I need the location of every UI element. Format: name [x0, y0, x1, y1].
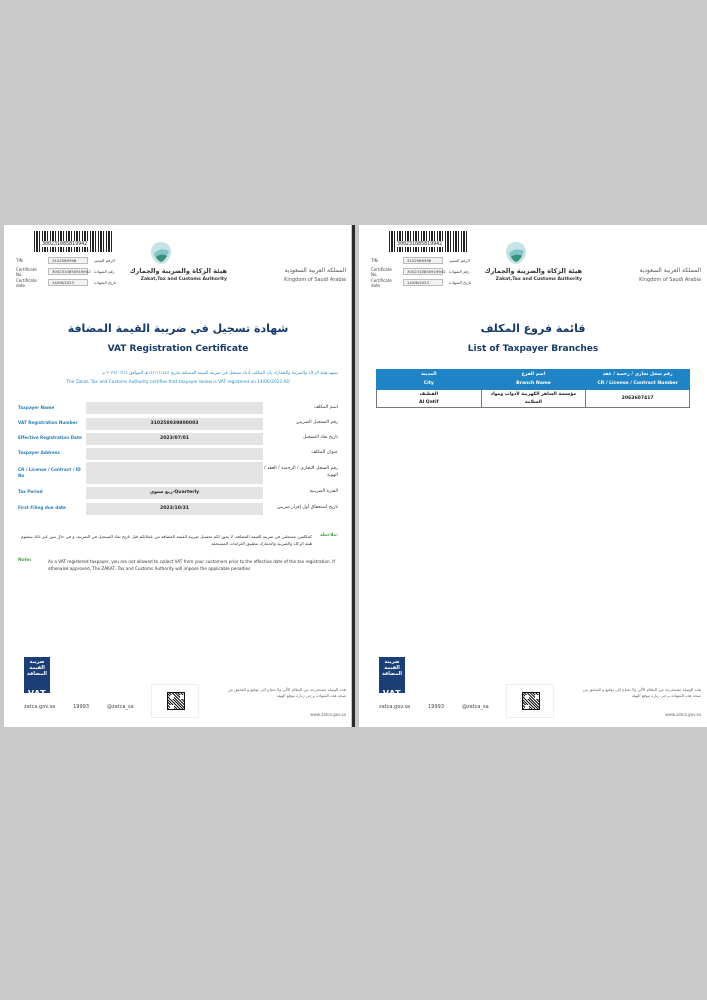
- field-value: [86, 448, 263, 460]
- branches-table: [376, 369, 690, 408]
- tin-value: 3102589398: [403, 257, 443, 264]
- field-row-tax-period: [18, 485, 338, 500]
- tin-label: TIN: [371, 258, 378, 263]
- footer-disclaimer-ar: هذه الوثيقة مستخرجة من النظام الآلي ولا تحتاج إلى توقيع و للتحقق من صحة هذه الشهادة يرجى زيارة موقع الهيئة: [582, 687, 701, 699]
- footer-links: [379, 704, 489, 710]
- vat-logo-ar: ضريبة القيمة المضافة: [381, 659, 403, 677]
- note-text-en: As a VAT registered taxpayer, you are not allowed to collect VAT from your customers prior to the effective date of the tax registration. If otherwise approved, The ZAKAT, Tax and Customs Authority will impose the applicable penalties: [48, 559, 336, 572]
- note-ar: [18, 533, 338, 547]
- kingdom-name-ar: المملكة العربية السعودية: [284, 267, 346, 274]
- field-label-ar: الفترة الضريبية: [309, 489, 338, 495]
- note-label-en: Note:: [18, 558, 32, 563]
- field-label-ar: رقم التسجيل الضريبي: [295, 420, 338, 426]
- column-header-en: Branch Name: [516, 380, 551, 386]
- field-row-taxpayer-name: [18, 401, 338, 415]
- branches-title-en: List of Taxpayer Branches: [467, 344, 599, 354]
- qr-code-box: [506, 684, 554, 718]
- footer-url[interactable]: www.zatca.gov.sa: [310, 712, 346, 717]
- field-label-ar: رقم السجل التجاري / الرخصة / العقد / الهوية: [264, 466, 338, 478]
- field-value: 310258939800003: [86, 418, 263, 430]
- vat-logo: [379, 657, 405, 698]
- city-en: Al Qatif: [419, 399, 439, 405]
- certification-text-ar: تشهد هيئة الزكاة والضريبة والجمارك بأن المكلف أدناه مسجل في ضريبة القيمة المضافة بتاريخ ١٤/١١/١٤٤٤هـ الموافق ٢٠٢٣/٠٦/١٤ م: [102, 371, 338, 376]
- tin-label-ar: الرقم المميز: [449, 258, 470, 263]
- tin-label-ar: الرقم المميز: [94, 258, 115, 263]
- field-label: Taxpayer Address: [18, 450, 60, 456]
- vat-logo-en: VAT: [27, 689, 47, 698]
- qr-code-icon: [522, 692, 540, 710]
- field-row-effective-date: [18, 431, 338, 446]
- note-text-ar: كمكلفين مسجلين في ضريبة القيمة المضافة، لا يجوز لكم تحصيل ضريبة القيمة المضافة من عملائكم قبل تاريخ نفاذ التسجيل في الضريبة، و في حال تبين غير ذلك ستقوم هيئة الزكاة والضريبة والجمارك بتطبيق الغرامات المستحقة: [21, 534, 312, 547]
- column-header-en: CR / License / Contract Number: [597, 380, 678, 386]
- cr-number-cell: 2063607417: [586, 390, 690, 408]
- zatca-logo-icon: [150, 241, 172, 265]
- vat-logo-en: VAT: [382, 689, 402, 698]
- column-header-en: City: [423, 380, 434, 386]
- field-value: [86, 462, 263, 484]
- field-row-first-filing: [18, 500, 338, 517]
- note-label-ar: ملاحظة:: [320, 533, 338, 538]
- field-label-ar: تاريخ نفاذ التسجيل: [302, 435, 338, 441]
- column-header-ar: رقم سجل تجاري / رخصة / عقد: [602, 372, 673, 378]
- field-label-ar: اسم المكلف: [314, 404, 338, 410]
- field-label-ar: عنوان المكلف: [311, 450, 338, 456]
- column-header-branch: [481, 370, 586, 390]
- certificate-date-label: Certificate date: [371, 277, 392, 288]
- column-header-ar: اسم الفرع: [521, 372, 546, 378]
- page-divider: [351, 225, 359, 727]
- taxpayer-fields: [18, 401, 338, 517]
- certificate-number-label-ar: رقم الشهادة: [449, 269, 470, 274]
- barcode-number: 300231085819942: [42, 241, 88, 247]
- column-header-ar: المدينة: [421, 372, 437, 378]
- authority-name-en: Zakat,Tax and Customs Authority: [140, 277, 227, 282]
- phone-number: 19993: [73, 704, 90, 710]
- tin-label: TIN: [16, 258, 23, 263]
- certification-text-en: The Zakat, Tax and Customs Authority certifies that taxpayer below is VAT registered on 14/06/2023 AD: [66, 380, 290, 385]
- field-value: 2023/10/31: [86, 503, 263, 515]
- vat-logo-ar: ضريبة القيمة المضافة: [26, 659, 48, 677]
- branches-title-ar: قائمة فروع المكلف: [480, 322, 586, 335]
- table-header-row: [377, 370, 690, 390]
- field-row-vat-number: [18, 416, 338, 431]
- qr-code-icon: [167, 692, 185, 710]
- note-en: [18, 558, 338, 572]
- barcode-number: 300231085819942: [397, 241, 443, 247]
- certificate-title-ar: شهادة تسجيل في ضريبة القيمة المضافة: [67, 322, 289, 335]
- city-ar: القطيف: [419, 392, 439, 398]
- certificate-date-label-ar: تاريخ الشهادة: [94, 280, 117, 285]
- field-label: VAT Registration Number: [18, 420, 78, 426]
- footer-disclaimer-ar: هذه الوثيقة مستخرجة من النظام الآلي ولا تحتاج إلى توقيع و للتحقق من صحة هذه الشهادة يرجى زيارة موقع الهيئة: [227, 687, 346, 699]
- certificate-number-label: Certificate No.: [371, 266, 392, 277]
- field-value: [86, 402, 263, 414]
- phone-number: 19993: [428, 704, 445, 710]
- authority-name-ar: هيئة الزكاة والضريبة والجمارك: [129, 267, 227, 275]
- kingdom-name-ar: المملكة العربية السعودية: [639, 267, 701, 274]
- footer-links: [24, 704, 134, 710]
- field-label: Tax Period: [18, 489, 43, 495]
- column-header-city: [377, 370, 482, 390]
- certificate-date-label: Certificate date: [16, 277, 37, 288]
- vat-logo: [24, 657, 50, 698]
- column-header-cr-number: [586, 370, 690, 390]
- vat-certificate-page: [4, 225, 352, 727]
- field-label: CR / License / Contract / ID No: [18, 466, 81, 478]
- certificate-date-value: 14/06/2023: [403, 279, 443, 286]
- table-row: [377, 390, 690, 408]
- certificate-date-value: 14/06/2023: [48, 279, 88, 286]
- branches-page: [359, 225, 707, 727]
- field-value: 2023/07/01: [86, 433, 263, 445]
- field-label: First Filing due date: [18, 505, 66, 511]
- website-link[interactable]: zatca.gov.sa: [379, 704, 411, 710]
- kingdom-name-en: Kingdom of Saudi Arabia: [639, 277, 701, 283]
- social-handle[interactable]: @zatca_sa: [462, 704, 489, 710]
- branch-name-cell: مؤسسة الساهر الكهربية لأدوات ومواد السلامة: [481, 390, 586, 408]
- field-label: Taxpayer Name: [18, 404, 55, 410]
- certificate-number-value: 3002310850919942: [48, 268, 88, 275]
- field-label-ar: تاريخ استحقاق أول إقرار ضريبي: [276, 505, 338, 511]
- footer-url[interactable]: www.zatca.gov.sa: [665, 712, 701, 717]
- authority-name-ar: هيئة الزكاة والضريبة والجمارك: [484, 267, 582, 275]
- zatca-logo-icon: [505, 241, 527, 265]
- field-value: ربع سنوي-Quarterly: [86, 487, 263, 499]
- tin-value: 3102589398: [48, 257, 88, 264]
- field-row-cr-license: [18, 461, 338, 485]
- website-link[interactable]: zatca.gov.sa: [24, 704, 56, 710]
- city-cell: [377, 390, 482, 408]
- certificate-number-label-ar: رقم الشهادة: [94, 269, 115, 274]
- social-handle[interactable]: @zatca_sa: [107, 704, 134, 710]
- field-row-taxpayer-address: [18, 446, 338, 461]
- qr-code-box: [151, 684, 199, 718]
- certificate-date-label-ar: تاريخ الشهادة: [449, 280, 472, 285]
- certificate-number-value: 3002310850919942: [403, 268, 443, 275]
- field-label: Effective Registration Date: [18, 435, 82, 441]
- certificate-title-en: VAT Registration Certificate: [107, 344, 249, 354]
- certificate-number-label: Certificate No.: [16, 266, 37, 277]
- kingdom-name-en: Kingdom of Saudi Arabia: [284, 277, 346, 283]
- authority-name-en: Zakat,Tax and Customs Authority: [495, 277, 582, 282]
